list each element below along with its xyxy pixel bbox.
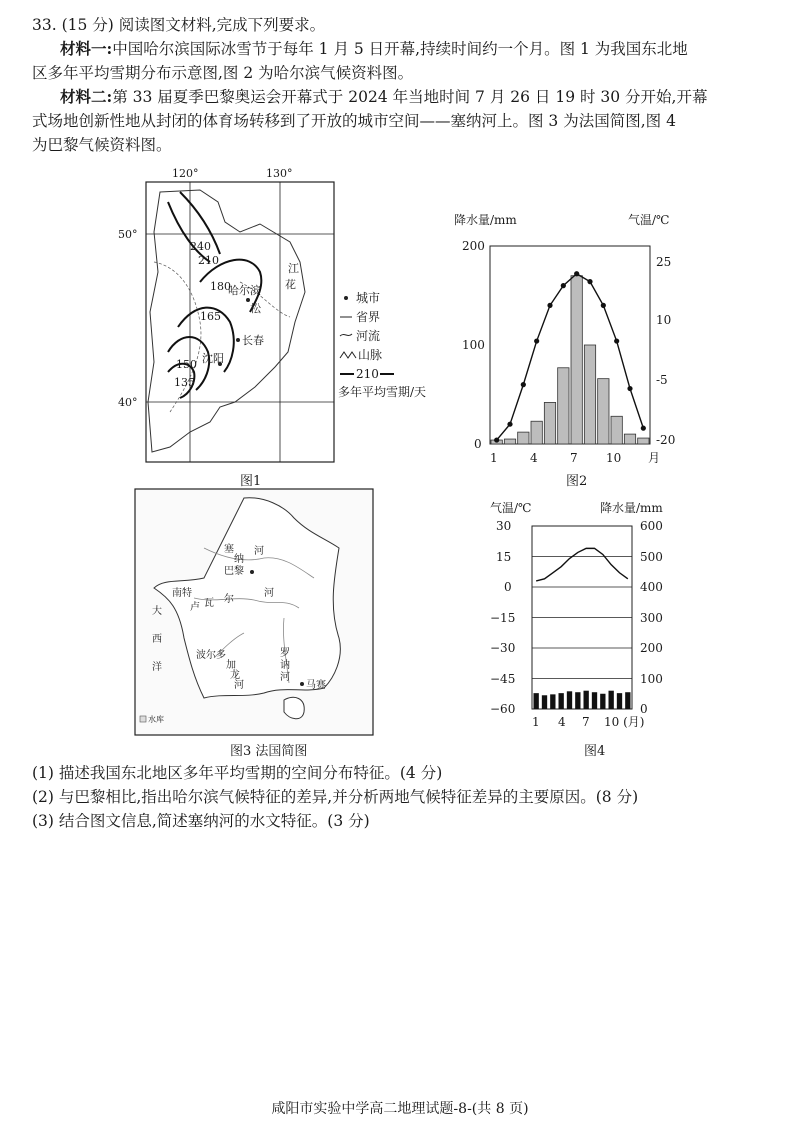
fig4-left-title: 气温/℃ xyxy=(490,501,532,515)
city-changchun: 长春 xyxy=(242,334,264,347)
city-harbin: 哈尔滨 xyxy=(228,284,261,297)
fig2-caption: 图2 xyxy=(566,474,588,489)
fig4-precip-bar-1 xyxy=(534,693,539,709)
isoline-240: 240 xyxy=(190,240,211,253)
fig2-right-title: 气温/℃ xyxy=(628,213,670,227)
legend-isoline-value: 210 xyxy=(356,367,379,381)
fig2-temp-point-2 xyxy=(507,422,512,427)
material-1-line-1 xyxy=(60,38,688,60)
fig3-rhone-3: 河 xyxy=(280,672,290,683)
fig2-right-tick-10: 10 xyxy=(656,313,672,327)
fig2-precip-bar-5 xyxy=(544,402,555,444)
fig4-right-tick-100: 100 xyxy=(640,672,663,686)
fig2-temp-point-1 xyxy=(494,437,499,442)
fig3-marseille: 马赛 xyxy=(306,680,326,691)
fig2-right-tick-neg5: -5 xyxy=(656,373,668,387)
river-jiang: 江 xyxy=(288,262,299,275)
fig4-x-tick-4: 4 xyxy=(558,715,566,729)
fig2-temp-point-7 xyxy=(574,271,579,276)
fig2-x-tick-1: 1 xyxy=(490,451,498,465)
fig3-ocean-2: 西 xyxy=(152,634,162,645)
fig2-precip-bar-7 xyxy=(571,276,582,444)
fig3-loire-2: 瓦 xyxy=(204,598,214,609)
city-changchun-dot xyxy=(236,338,240,342)
legend-mountain-icon xyxy=(340,352,356,358)
fig4-paris-climate-chart xyxy=(480,498,710,730)
material-1-line-2: 区多年平均雪期分布示意图,图 2 为哈尔滨气候资料图。 xyxy=(32,64,414,82)
fig4-right-tick-200: 200 xyxy=(640,641,663,655)
fig4-left-tick-neg30: −30 xyxy=(490,641,516,655)
legend-mountain: 山脉 xyxy=(358,348,383,362)
fig3-marseille-dot xyxy=(300,682,304,686)
isoline-180: 180 xyxy=(210,280,231,293)
fig2-left-tick-0: 0 xyxy=(474,437,482,451)
isoline-135: 135 xyxy=(174,376,195,389)
fig2-precip-bar-2 xyxy=(504,439,515,444)
fig2-x-tick-4: 4 xyxy=(530,451,538,465)
fig4-right-title: 降水量/mm xyxy=(600,501,663,515)
material-2-line-3: 为巴黎气候资料图。 xyxy=(32,136,172,154)
fig3-ocean-3: 洋 xyxy=(152,662,162,673)
fig3-rhone-2: 讷 xyxy=(280,660,290,671)
fig2-temp-point-12 xyxy=(641,426,646,431)
fig2-harbin-climate-chart xyxy=(452,206,692,468)
fig4-precip-bar-9 xyxy=(600,694,605,709)
material-2-text: 第 33 届夏季巴黎奥运会开幕式于 2024 年当地时间 7 月 26 日 19 时 30 分开始,开幕 xyxy=(112,88,708,106)
fig2-temp-point-11 xyxy=(627,386,632,391)
fig4-right-tick-300: 300 xyxy=(640,611,663,625)
legend-city: 城市 xyxy=(356,291,381,305)
fig3-loire-1: 卢 xyxy=(190,602,200,613)
fig4-precip-bar-10 xyxy=(609,691,614,709)
fig2-precip-bar-10 xyxy=(611,416,622,444)
legend-river: 河流 xyxy=(356,329,381,343)
fig2-temp-point-8 xyxy=(587,279,592,284)
legend-border: 省界 xyxy=(356,310,381,324)
fig4-precip-bar-2 xyxy=(542,695,547,709)
fig3-water-icon xyxy=(140,716,146,722)
fig4-temp-line xyxy=(536,548,628,581)
lat-40: 40° xyxy=(118,396,138,409)
fig1-caption: 图1 xyxy=(240,474,262,489)
fig2-precip-bar-4 xyxy=(531,421,542,444)
fig4-x-tick-1: 1 xyxy=(532,715,540,729)
sub-question-1: (1) 描述我国东北地区多年平均雪期的空间分布特征。(4 分) xyxy=(32,764,443,782)
fig2-right-tick-25: 25 xyxy=(656,255,672,269)
fig4-left-tick-neg45: −45 xyxy=(490,672,516,686)
fig4-right-tick-500: 500 xyxy=(640,550,663,564)
fig3-rhone-1: 罗 xyxy=(280,648,290,659)
fig2-temp-point-10 xyxy=(614,338,619,343)
fig2-precip-bar-11 xyxy=(624,434,635,444)
river-song: 松 xyxy=(250,302,261,315)
lon-120: 120° xyxy=(172,167,199,180)
fig2-x-tick-10: 10 xyxy=(606,451,622,465)
fig3-garonne-2: 龙 xyxy=(230,670,240,681)
fig3-france-map xyxy=(134,488,374,736)
fig3-garonne-3: 河 xyxy=(234,680,244,691)
fig2-temp-point-9 xyxy=(601,303,606,308)
fig4-precip-bar-11 xyxy=(617,693,622,709)
material-2-line-2: 式场地创新性地从封闭的体育场转移到了开放的城市空间——塞纳河上。图 3 为法国简图,图 4 xyxy=(32,112,676,130)
fig3-garonne-1: 加 xyxy=(226,660,236,671)
fig2-left-title: 降水量/mm xyxy=(454,213,517,227)
fig4-right-tick-600: 600 xyxy=(640,519,663,533)
fig4-precip-bar-12 xyxy=(625,692,630,709)
question-header: 33. (15 分) 阅读图文材料,完成下列要求。 xyxy=(32,16,326,34)
fig4-left-tick-0: 0 xyxy=(504,580,512,594)
fig4-left-tick-15: 15 xyxy=(496,550,512,564)
fig3-paris: 巴黎 xyxy=(224,566,244,577)
fig3-water: 水库 xyxy=(148,715,164,724)
river-hua: 花 xyxy=(285,278,296,291)
fig2-precip-bar-8 xyxy=(584,345,595,444)
material-2-line-1 xyxy=(60,86,708,108)
fig3-seine-3: 河 xyxy=(254,546,264,557)
fig4-x-tick-10: 10 (月) xyxy=(604,715,645,729)
fig2-left-tick-200: 200 xyxy=(462,239,485,253)
fig4-left-tick-30: 30 xyxy=(496,519,512,533)
legend-isoline: 多年平均雪期/天 xyxy=(338,385,427,399)
fig2-precip-bar-3 xyxy=(518,432,529,444)
fig2-temp-line xyxy=(497,274,644,440)
isoline-165: 165 xyxy=(200,310,221,323)
fig3-ocean-1: 大 xyxy=(152,606,162,617)
isoline-210: 210 xyxy=(198,254,219,267)
fig2-x-tick-7: 7 xyxy=(570,451,578,465)
sub-question-3: (3) 结合图文信息,简述塞纳河的水文特征。(3 分) xyxy=(32,812,370,830)
fig3-loire-4: 河 xyxy=(264,588,274,599)
material-1-label: 材料一: xyxy=(60,39,113,58)
lon-130: 130° xyxy=(266,167,293,180)
fig2-precip-bar-6 xyxy=(558,368,569,444)
fig4-precip-bar-4 xyxy=(559,693,564,709)
fig4-right-tick-400: 400 xyxy=(640,580,663,594)
fig2-precip-bar-9 xyxy=(598,379,609,444)
fig4-precip-bar-6 xyxy=(575,692,580,709)
fig4-caption: 图4 xyxy=(584,744,606,759)
lat-50: 50° xyxy=(118,228,138,241)
fig2-precip-bar-12 xyxy=(638,438,649,444)
fig2-temp-point-5 xyxy=(547,303,552,308)
fig2-temp-point-4 xyxy=(534,338,539,343)
fig3-seine-2: 纳 xyxy=(234,554,244,565)
legend-city-icon xyxy=(344,296,348,300)
fig4-x-tick-7: 7 xyxy=(582,715,590,729)
fig3-paris-dot xyxy=(250,570,254,574)
fig2-left-tick-100: 100 xyxy=(462,338,485,352)
fig2-temp-point-3 xyxy=(521,382,526,387)
fig3-caption: 图3 法国简图 xyxy=(230,744,308,759)
fig3-loire-3: 尔 xyxy=(224,594,234,605)
fig4-left-tick-neg60: −60 xyxy=(490,702,516,716)
fig1-snow-period-map xyxy=(118,162,460,472)
fig3-bordeaux: 波尔多 xyxy=(196,650,226,661)
fig4-precip-bar-3 xyxy=(550,694,555,709)
sub-question-2: (2) 与巴黎相比,指出哈尔滨气候特征的差异,并分析两地气候特征差异的主要原因。(8 分) xyxy=(32,788,639,806)
fig4-precip-bar-5 xyxy=(567,691,572,709)
fig4-precip-bar-7 xyxy=(584,691,589,709)
fig4-right-tick-0: 0 xyxy=(640,702,648,716)
city-shenyang: 沈阳 xyxy=(202,352,224,365)
fig2-right-tick-neg20: -20 xyxy=(656,433,676,447)
isoline-150: 150 xyxy=(176,358,197,371)
fig3-nantes: 南特 xyxy=(172,588,192,599)
fig4-precip-bar-8 xyxy=(592,692,597,709)
fig2-temp-point-6 xyxy=(561,283,566,288)
fig3-seine-1: 塞 xyxy=(224,544,234,555)
fig2-x-unit: 月 xyxy=(648,451,661,465)
fig4-left-tick-neg15: −15 xyxy=(490,611,516,625)
material-1-text: 中国哈尔滨国际冰雪节于每年 1 月 5 日开幕,持续时间约一个月。图 1 为我国东北地 xyxy=(112,40,688,58)
material-2-label: 材料二: xyxy=(60,87,113,106)
page-footer: 咸阳市实验中学高二地理试题-8-(共 8 页) xyxy=(271,1101,529,1117)
legend-river-icon xyxy=(340,334,352,336)
